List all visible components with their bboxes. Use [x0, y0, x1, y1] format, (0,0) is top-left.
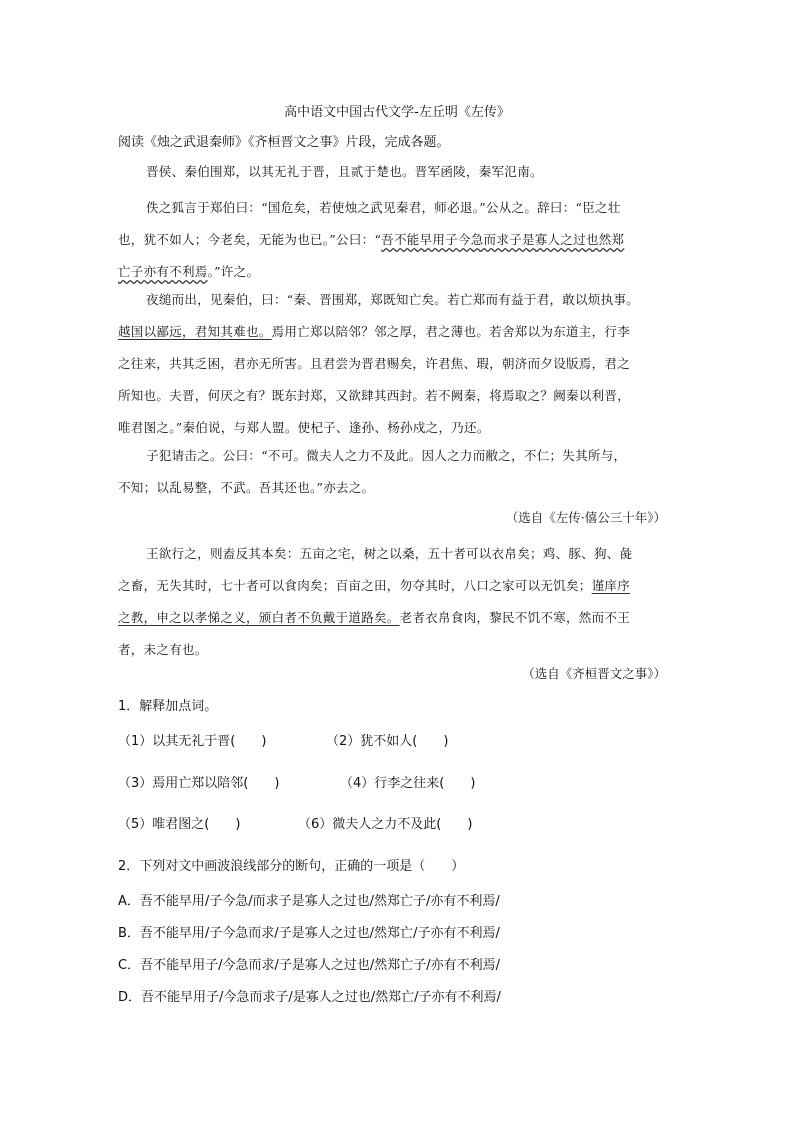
passage-line: 者，未之有也。 [118, 642, 208, 657]
source-citation-1: （选自《左传·僖公三十年》） [505, 510, 666, 525]
passage-line: 晋侯、秦伯围郑，以其无礼于晋，且贰于楚也。晋军函陵，秦军氾南。 [146, 164, 543, 179]
underlined-sentence: 越国以鄙远，君知其难也。 [118, 324, 272, 339]
underlined-sentence: 谨庠序 [591, 578, 631, 593]
passage-text: 焉用亡郑以陪邻？邻之厚，君之薄也。若舍郑以为东道主，行李 [271, 324, 631, 339]
question-2-option-b: B．吾不能早用/子今急而求/子是寡人之过也/然郑亡/子亦有不利焉/ [118, 926, 500, 941]
wavy-underlined-text: 亡子亦有不利焉 [118, 264, 208, 279]
wavy-underlined-text: 吾不能早用子今急而求子是寡人之过也然郑 [381, 232, 625, 247]
passage-line: 所知也。夫晋，何厌之有？既东封郑，又欲肆其西封。若不阙秦，将焉取之？阙秦以利晋， [118, 388, 631, 403]
underlined-sentence: 之教，申之以孝悌之义，颁白者不负戴于道路矣。 [118, 610, 400, 625]
question-1-item: （1）以其无礼于晋( ) [118, 734, 267, 749]
passage-line [118, 570, 678, 602]
passage-line: 佚之狐言于郑伯曰：“国危矣，若使烛之武见秦君，师必退。”公从之。辞曰：“臣之壮 [146, 200, 621, 215]
passage-line: 唯君图之。”秦伯说，与郑人盟。使杞子、逢孙、杨孙戍之，乃还。 [118, 420, 490, 435]
passage-line: 夜缒而出，见秦伯，曰：“秦、晋围郑，郑既知亡矣。若亡郑而有益于君，敢以烦执事。 [146, 292, 640, 307]
passage-line: 不知；以乱易整，不武。吾其还也。”亦去之。 [118, 480, 375, 495]
passage1-paragraph2 [118, 192, 678, 288]
passage-text: 之畜，无失其时，七十者可以食肉矣；百亩之田，勿夺其时，八口之家可以无饥矣； [118, 578, 592, 593]
question-2-stem: 2．下列对文中画波浪线部分的断句，正确的一项是（ ） [118, 859, 465, 874]
question-1-item: （6）微夫人之力不及此( ) [298, 817, 473, 832]
passage-text: 也，犹不如人；今老矣，无能为也已。”公曰：“ [118, 232, 382, 247]
question-2-option-d: D．吾不能早用子/今急而求子/是寡人之过也/然郑亡/子亦有不利焉/ [118, 990, 501, 1005]
passage-line [118, 316, 678, 348]
source-citation-2: （选自《齐桓晋文之事》） [522, 666, 666, 681]
passage-line: 之往来，共其乏困，君亦无所害。且君尝为晋君赐矣，许君焦、瑕，朝济而夕设版焉，君之 [118, 356, 631, 371]
question-1-item: （4）行李之往来( ) [340, 776, 476, 791]
passage1-paragraph4 [118, 440, 678, 504]
passage-line [118, 602, 678, 634]
passage-line [118, 224, 678, 256]
question-1-item: （5）唯君图之( ) [118, 817, 241, 832]
question-2-option-a: A．吾不能早用/子今急/而求子是寡人之过也/然郑亡子/亦有不利焉/ [118, 894, 500, 909]
passage-line: 王欲行之，则盍反其本矣：五亩之宅，树之以桑，五十者可以衣帛矣；鸡、豚、狗、彘 [146, 546, 633, 561]
question-2-option-c: C．吾不能早用子/今急而求/子是寡人之过也/然郑亡子/亦有不利焉/ [118, 958, 500, 973]
passage1-paragraph1 [118, 156, 678, 188]
passage-line: 子犯请击之。公曰：“不可。微夫人之力不及此。因人之力而敝之，不仁；失其所与， [146, 448, 627, 463]
passage1-paragraph3 [118, 284, 678, 444]
instruction-text: 阅读《烛之武退秦师》《齐桓晋文之事》片段，完成各题。 [118, 135, 450, 150]
page-title: 高中语文中国古代文学-左丘明《左传》 [284, 105, 510, 120]
passage-text: 。”许之。 [207, 264, 260, 279]
passage-text: 老者衣帛食肉，黎民不饥不寒，然而不王 [399, 610, 631, 625]
question-1-item: （2）犹不如人( ) [326, 734, 449, 749]
passage2-paragraph [118, 538, 678, 666]
question-1-item: （3）焉用亡郑以陪邻( ) [118, 776, 280, 791]
question-1-stem: 1．解释加点词。 [118, 699, 218, 714]
